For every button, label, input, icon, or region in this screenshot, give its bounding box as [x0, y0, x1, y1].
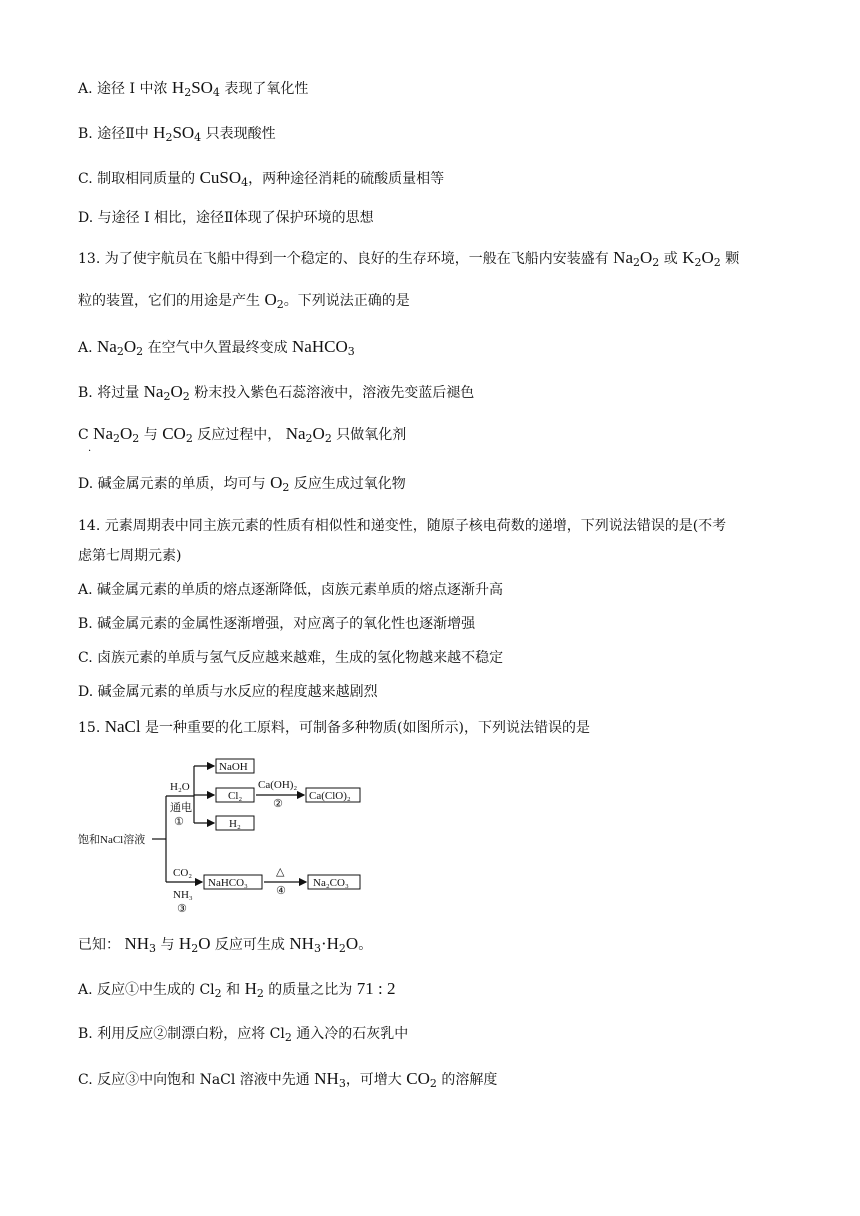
q12-option-b: B. 途径Ⅱ中 $H_2SO_4$ 只表现酸性 — [78, 123, 276, 144]
q14-stem-line1: 14. 元素周期表中同主族元素的性质有相似性和递变性，随原子核电荷数的递增，下列说法错误的是(不考 — [78, 518, 727, 534]
stray-dot-mark: · — [88, 446, 92, 457]
diagram-step1-label: ① — [174, 816, 184, 828]
diagram-cl2-label: Cl₂ — [228, 790, 243, 802]
q13-stem-line1: 13. 为了使宇航员在飞船中得到一个稳定的、良好的生存环境，一般在飞船内安装盛有 $Na_2O_2$ 或 $K_2O_2$ 颗 — [78, 248, 740, 269]
diagram-nahco3-label: NaHCO₃ — [208, 877, 248, 889]
q15-option-c: C. 反应③中向饱和 NaCl 溶液中先通 $NH_3$，可增大 $CO_2$ 的溶解度 — [78, 1069, 498, 1090]
diagram-source-label: 饱和NaCl溶液 — [78, 834, 146, 846]
q13-option-d: D. 碱金属元素的单质，均可与 $O_2$ 反应生成过氧化物 — [78, 473, 406, 494]
q13-stem-line2: 粒的装置，它们的用途是产生 $O_2$。下列说法正确的是 — [78, 290, 410, 311]
diagram-step3-label: ③ — [177, 903, 187, 915]
q15-known-note: 已知： $NH_3$ 与 $H_2O$ 反应可生成 $NH_3\cdot H_2O$。 — [78, 934, 373, 955]
diagram-electrolysis-label: 通电 — [170, 802, 192, 814]
diagram-caclo2-label: Ca(ClO)₂ — [309, 790, 351, 802]
q14-stem-line2: 虑第七周期元素) — [78, 548, 182, 564]
nacl-process-diagram — [78, 748, 378, 918]
q14-option-b: B. 碱金属元素的金属性逐渐增强，对应离子的氧化性也逐渐增强 — [78, 616, 476, 632]
diagram-caoh2-label: Ca(OH)₂ — [258, 779, 298, 791]
q15-option-a: A. 反应①中生成的 $Cl_2$ 和 $H_2$ 的质量之比为 71 : 2 — [78, 979, 396, 1000]
diagram-heat-label: △ — [276, 866, 285, 878]
q12-option-c: C. 制取相同质量的 CuSO$_4$，两种途径消耗的硫酸质量相等 — [78, 168, 445, 189]
q13-option-c: C $Na_2O_2$ 与 $CO_2$ 反应过程中， $Na_2O_2$ 只做氧化剂 — [78, 424, 407, 445]
diagram-step4-label: ④ — [276, 885, 286, 897]
diagram-step2-label: ② — [273, 798, 283, 810]
q14-option-c: C. 卤族元素的单质与氢气反应越来越难，生成的氢化物越来越不稳定 — [78, 650, 504, 666]
diagram-nh3-label: NH₃ — [173, 889, 193, 901]
q13-option-a: A. $Na_2O_2$ 在空气中久置最终变成 NaHCO$_3$ — [78, 337, 355, 358]
q15-stem: 15. NaCl 是一种重要的化工原料，可制备多种物质(如图所示)，下列说法错误的是 — [78, 717, 590, 736]
q15-option-b: B. 利用反应②制漂白粉，应将 $Cl_2$ 通入冷的石灰乳中 — [78, 1026, 409, 1044]
diagram-h2o-label: H₂O — [170, 781, 190, 793]
q14-option-a: A. 碱金属元素的单质的熔点逐渐降低，卤族元素单质的熔点逐渐升高 — [78, 582, 504, 598]
q12-option-d: D. 与途径 I 相比，途径Ⅱ体现了保护环境的思想 — [78, 210, 374, 226]
q12-option-a: A. 途径 I 中浓 $H_2SO_4$ 表现了氧化性 — [78, 78, 309, 99]
diagram-co2-label: CO₂ — [173, 867, 193, 879]
q13-option-b: B. 将过量 $Na_2O_2$ 粉末投入紫色石蕊溶液中，溶液先变蓝后褪色 — [78, 382, 475, 403]
diagram-h2-label: H₂ — [229, 818, 241, 830]
q14-option-d: D. 碱金属元素的单质与水反应的程度越来越剧烈 — [78, 684, 378, 700]
diagram-naoh-label: NaOH — [219, 761, 248, 773]
diagram-na2co3-label: Na₂CO₃ — [313, 877, 349, 889]
